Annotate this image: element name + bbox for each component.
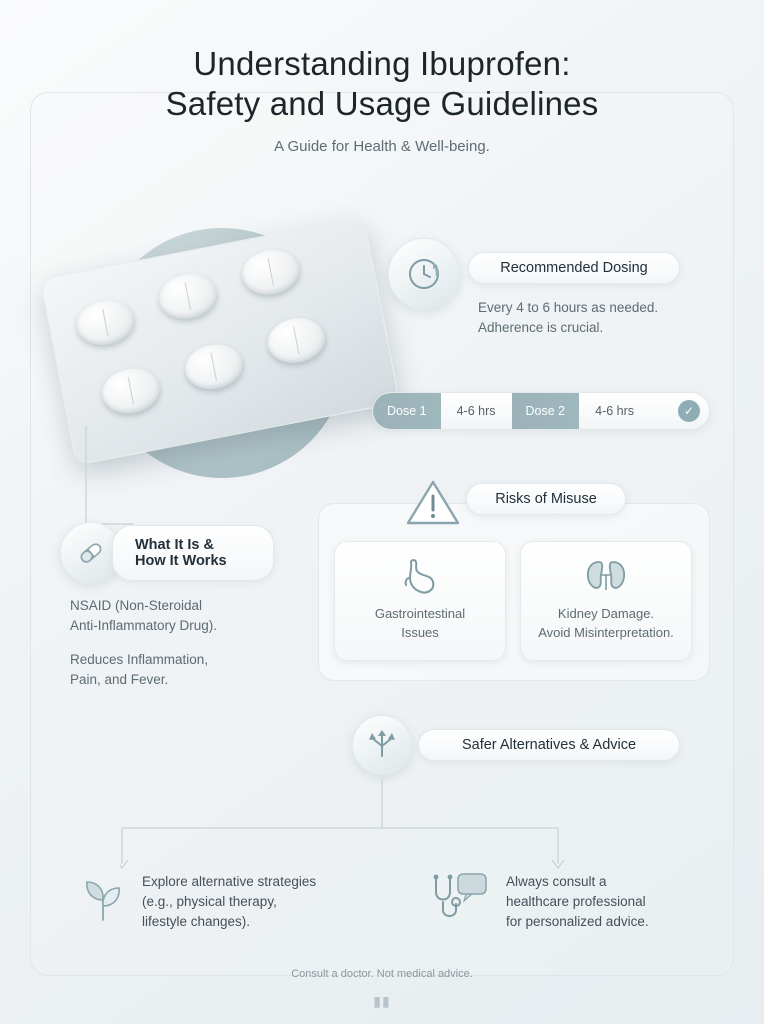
warning-icon-circle xyxy=(404,474,462,532)
dosing-description-line-2: Adherence is crucial. xyxy=(478,320,604,335)
stomach-icon xyxy=(397,556,443,598)
timeline-dose-2-label: Dose 2 xyxy=(525,404,566,418)
pill-icon xyxy=(155,269,220,323)
gi-caption-line-1: Gastrointestinal xyxy=(374,606,466,621)
capsule-icon xyxy=(74,536,108,570)
footer-disclaimer: Consult a doctor. Not medical advice. xyxy=(291,968,473,980)
dosing-description-line-1: Every 4 to 6 hours as needed. xyxy=(478,300,659,315)
clock-icon xyxy=(404,254,444,294)
page-title xyxy=(0,44,764,124)
what-it-is-paragraph-2 xyxy=(70,650,320,690)
footer-logo: ▮▮ xyxy=(373,993,391,1009)
poster-header xyxy=(0,44,764,155)
warning-triangle-icon xyxy=(405,478,461,528)
what-it-is-p2-line-1: Reduces Inflammation, xyxy=(70,652,209,667)
what-it-is-badge[interactable] xyxy=(112,525,274,581)
check-icon: ✓ xyxy=(678,400,700,422)
pill-icon xyxy=(238,245,303,299)
advice-1-line-3: lifestyle changes). xyxy=(142,914,251,929)
risk-card-kidney[interactable] xyxy=(520,541,692,661)
dosing-description xyxy=(478,298,718,338)
risks-badge[interactable] xyxy=(466,483,626,515)
what-it-is-p2-line-2: Pain, and Fever. xyxy=(70,672,169,687)
clock-icon-circle xyxy=(388,238,460,310)
leaf-icon xyxy=(78,876,128,926)
recommended-dosing-label: Recommended Dosing xyxy=(500,260,648,276)
risks-label: Risks of Misuse xyxy=(495,491,597,507)
what-it-is-label-line-1: What It Is & xyxy=(135,537,214,553)
pill-icon xyxy=(264,313,329,367)
timeline-interval-2-label: 4-6 hrs xyxy=(595,404,635,418)
advice-1-line-2: (e.g., physical therapy, xyxy=(142,894,277,909)
risk-card-gastrointestinal-caption xyxy=(369,604,471,642)
recommended-dosing-badge[interactable] xyxy=(468,252,680,284)
branching-arrows-icon-circle xyxy=(352,715,412,775)
risk-card-kidney-caption xyxy=(532,604,680,642)
what-it-is-label-line-2: How It Works xyxy=(135,553,227,569)
timeline-interval-2 xyxy=(579,393,650,429)
connector-alternatives-branch xyxy=(120,778,580,874)
what-it-is-p1-line-1: NSAID (Non-Steroidal xyxy=(70,598,203,613)
timeline-dose-1-label: Dose 1 xyxy=(387,404,427,418)
what-it-is-p1-line-2: Anti-Inflammatory Drug). xyxy=(70,618,218,633)
what-it-is-paragraph-1 xyxy=(70,596,320,636)
pill-icon xyxy=(73,295,138,349)
pill-icon xyxy=(181,340,246,394)
alternatives-badge[interactable] xyxy=(418,729,680,761)
advice-item-1-text xyxy=(142,872,372,932)
kidney-caption-line-1: Kidney Damage. xyxy=(557,606,655,621)
timeline-interval-1-label: 4-6 hrs xyxy=(456,404,496,418)
kidney-caption-line-2: Avoid Misinterpretation. xyxy=(538,625,674,640)
title-line-2: Safety and Usage Guidelines xyxy=(165,85,599,122)
kidneys-icon xyxy=(581,556,631,598)
advice-2-line-2: healthcare professional xyxy=(506,894,646,909)
advice-2-line-3: for personalized advice. xyxy=(506,914,649,929)
timeline-dose-1[interactable] xyxy=(373,393,441,429)
branching-arrows-icon xyxy=(365,728,399,762)
pill-icon xyxy=(98,364,163,418)
alternatives-label: Safer Alternatives & Advice xyxy=(461,737,637,753)
gi-caption-line-2: Issues xyxy=(401,625,439,640)
advice-item-2-text xyxy=(506,872,726,932)
page-subtitle: A Guide for Health & Well-being. xyxy=(274,138,490,155)
dosing-timeline[interactable] xyxy=(372,392,710,430)
advice-2-line-1: Always consult a xyxy=(506,874,607,889)
timeline-interval-1 xyxy=(441,393,512,429)
title-line-1: Understanding Ibuprofen: xyxy=(193,45,571,82)
advice-1-line-1: Explore alternative strategies xyxy=(142,874,317,889)
stethoscope-icon xyxy=(428,870,490,926)
risk-card-gastrointestinal[interactable] xyxy=(334,541,506,661)
timeline-dose-2[interactable] xyxy=(512,393,580,429)
